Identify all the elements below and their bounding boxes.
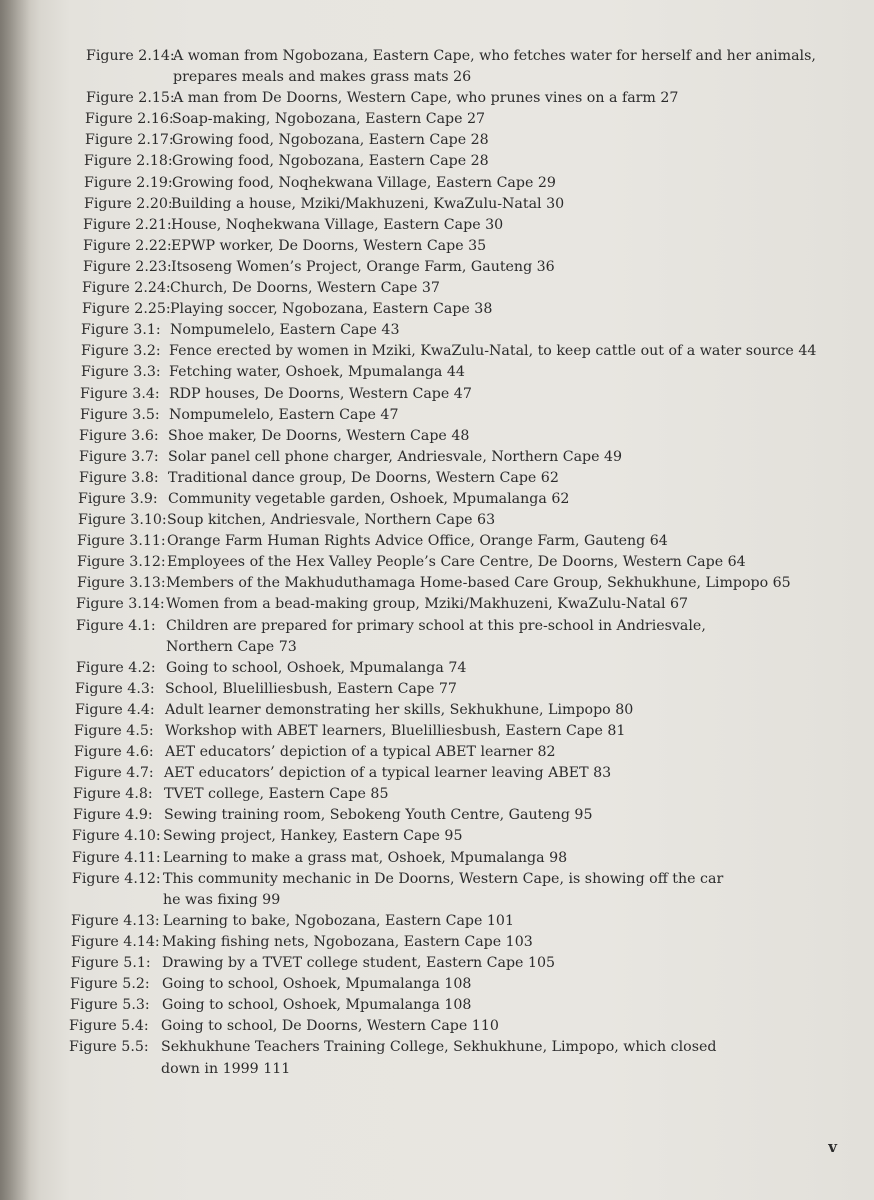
figure-caption	[169, 405, 874, 426]
caption-line: Sewing project, Hankey, Eastern Cape 95	[163, 828, 463, 845]
figure-caption	[164, 763, 874, 784]
caption-line: School, Bluelilliesbush, Eastern Cape 77	[165, 680, 457, 697]
figure-label: Figure 3.4:	[80, 385, 160, 402]
figure-caption	[167, 510, 874, 531]
figure-caption	[161, 1016, 874, 1037]
list-item	[0, 88, 874, 109]
list-item	[0, 763, 874, 784]
figure-caption	[168, 426, 874, 447]
figure-label: Figure 2.25:	[82, 301, 171, 318]
caption-line: Learning to bake, Ngobozana, Eastern Cape 101	[163, 912, 514, 929]
list-item	[0, 742, 874, 763]
list-item	[0, 489, 874, 510]
caption-line: Sekhukhune Teachers Training College, Sekhukhune, Limpopo, which closed	[161, 1039, 717, 1056]
list-item	[0, 531, 874, 552]
list-item	[0, 215, 874, 236]
caption-line: Women from a bead-making group, Mziki/Makhuzeni, KwaZulu-Natal 67	[166, 596, 689, 613]
caption-line: Growing food, Ngobozana, Eastern Cape 28	[172, 153, 489, 170]
figure-caption	[171, 236, 874, 257]
caption-line: AET educators’ depiction of a typical learner leaving ABET 83	[164, 765, 612, 782]
figure-caption	[168, 447, 874, 468]
caption-line: This community mechanic in De Doorns, Western Cape, is showing off the car	[163, 870, 724, 887]
figure-label: Figure 4.11:	[72, 849, 161, 866]
caption-line: Building a house, Mziki/Makhuzeni, KwaZulu-Natal 30	[171, 195, 565, 212]
figure-label: Figure 4.5:	[74, 723, 154, 739]
list-item	[0, 784, 874, 805]
caption-line: Nompumelelo, Eastern Cape 47	[169, 406, 399, 423]
figure-label: Figure 4.7:	[74, 765, 154, 782]
list-item	[0, 552, 874, 573]
figure-label: Figure 5.5:	[69, 1039, 149, 1056]
figure-label: Figure 2.21:	[83, 216, 172, 233]
caption-line: Fence erected by women in Mziki, KwaZulu-Natal, to keep cattle out of a water source 44	[169, 343, 817, 360]
list-item	[0, 869, 874, 911]
figure-caption	[169, 384, 874, 405]
figure-label: Figure 2.22:	[83, 237, 172, 254]
figure-caption	[163, 869, 874, 911]
caption-line: Traditional dance group, De Doorns, Western Cape 62	[168, 469, 559, 486]
list-item	[0, 405, 874, 426]
figure-caption	[170, 320, 874, 341]
list-item	[0, 573, 874, 594]
caption-line: Growing food, Ngobozana, Eastern Cape 28	[172, 132, 489, 149]
caption-line: Community vegetable garden, Oshoek, Mpumalanga 62	[168, 490, 570, 507]
list-item	[0, 510, 874, 531]
figure-label: Figure 3.10:	[78, 512, 167, 529]
list-item	[0, 805, 874, 826]
figure-caption	[171, 215, 874, 236]
figure-caption	[164, 805, 874, 826]
figure-label: Figure 2.17:	[85, 132, 174, 149]
caption-line: Growing food, Noqhekwana Village, Eastern Cape 29	[172, 174, 556, 191]
list-item	[0, 173, 874, 194]
caption-line: Fetching water, Oshoek, Mpumalanga 44	[169, 364, 465, 381]
figure-caption	[169, 362, 874, 383]
figure-label: Figure 2.19:	[84, 174, 173, 191]
list-item	[0, 447, 874, 468]
list-item	[0, 826, 874, 847]
caption-line: AET educators’ depiction of a typical ABET learner 82	[165, 744, 556, 761]
figure-label: Figure 5.3:	[70, 997, 150, 1014]
figure-label: Figure 3.2:	[81, 343, 161, 360]
list-item	[0, 384, 874, 405]
figure-label: Figure 4.4:	[75, 701, 155, 718]
figure-label: Figure 4.12:	[72, 870, 161, 887]
list-item	[0, 299, 874, 320]
figure-label: Figure 3.3:	[81, 364, 161, 381]
caption-line: Church, De Doorns, Western Cape 37	[170, 280, 440, 297]
figure-caption	[165, 742, 874, 763]
caption-line: Northern Cape 73	[166, 638, 297, 655]
caption-line: down in 1999 111	[161, 1060, 291, 1077]
caption-line: Itsoseng Women’s Project, Orange Farm, Gauteng 36	[171, 258, 555, 275]
figure-label: Figure 3.9:	[78, 490, 158, 507]
caption-line: A man from De Doorns, Western Cape, who prunes vines on a farm 27	[173, 90, 679, 107]
caption-line: Members of the Makhuduthamaga Home-based Care Group, Sekhukhune, Limpopo 65	[166, 575, 791, 592]
figure-caption	[167, 552, 874, 573]
figure-caption	[172, 173, 874, 194]
figure-caption	[172, 109, 874, 130]
list-item	[0, 911, 874, 932]
list-item	[0, 721, 874, 742]
figure-caption	[170, 278, 874, 299]
figure-label: Figure 3.6:	[79, 427, 159, 444]
list-item	[0, 1016, 874, 1037]
list-item	[0, 594, 874, 615]
caption-line: House, Noqhekwana Village, Eastern Cape 30	[171, 216, 504, 233]
figure-caption	[166, 594, 874, 615]
list-item	[0, 362, 874, 383]
caption-line: Going to school, Oshoek, Mpumalanga 108	[162, 976, 472, 993]
caption-line: Soup kitchen, Andriesvale, Northern Cape 63	[167, 512, 496, 529]
caption-line: Employees of the Hex Valley People’s Care Centre, De Doorns, Western Cape 64	[167, 554, 746, 571]
caption-line: Workshop with ABET learners, Bluelilliesbush, Eastern Cape 81	[165, 723, 626, 739]
figure-label: Figure 3.14:	[76, 596, 165, 613]
caption-line: Going to school, Oshoek, Mpumalanga 108	[162, 997, 472, 1014]
list-item	[0, 658, 874, 679]
figure-label: Figure 3.5:	[80, 406, 160, 423]
figure-caption	[162, 974, 874, 995]
figure-label: Figure 4.10:	[72, 828, 161, 845]
figure-label: Figure 3.13:	[77, 575, 166, 592]
list-item	[0, 151, 874, 172]
list-item	[0, 848, 874, 869]
list-item	[0, 953, 874, 974]
figure-label: Figure 3.8:	[79, 469, 159, 486]
list-item	[0, 995, 874, 1016]
figure-caption	[165, 700, 874, 721]
figure-caption	[163, 911, 874, 932]
caption-line: Going to school, De Doorns, Western Cape 110	[161, 1018, 499, 1035]
list-item	[0, 679, 874, 700]
figure-label: Figure 4.1:	[76, 617, 156, 634]
caption-line: RDP houses, De Doorns, Western Cape 47	[169, 385, 472, 402]
caption-line: he was fixing 99	[163, 891, 281, 908]
figure-caption	[170, 299, 874, 320]
figure-caption	[169, 341, 874, 362]
figure-label: Figure 4.2:	[76, 659, 156, 676]
caption-line: Making fishing nets, Ngobozana, Eastern Cape 103	[162, 933, 533, 950]
caption-line: Playing soccer, Ngobozana, Eastern Cape 38	[170, 301, 493, 318]
figure-caption	[162, 953, 874, 974]
page-number: v	[828, 1138, 837, 1156]
figure-caption	[172, 130, 874, 151]
figure-caption	[173, 46, 874, 88]
caption-line: Shoe maker, De Doorns, Western Cape 48	[168, 427, 470, 444]
list-item	[0, 130, 874, 151]
figure-label: Figure 2.24:	[82, 280, 171, 297]
figure-caption	[162, 995, 874, 1016]
figure-label: Figure 3.12:	[77, 554, 166, 571]
list-item	[0, 46, 874, 88]
list-of-figures	[0, 46, 874, 1080]
figure-label: Figure 3.11:	[77, 533, 166, 550]
list-item	[0, 426, 874, 447]
figure-caption	[161, 1037, 874, 1079]
figure-caption	[173, 88, 874, 109]
caption-line: Soap-making, Ngobozana, Eastern Cape 27	[172, 111, 486, 128]
list-item	[0, 320, 874, 341]
list-item	[0, 974, 874, 995]
figure-label: Figure 5.1:	[71, 955, 151, 972]
caption-line: Solar panel cell phone charger, Andriesvale, Northern Cape 49	[168, 448, 623, 465]
list-item	[0, 932, 874, 953]
caption-line: Going to school, Oshoek, Mpumalanga 74	[166, 659, 467, 676]
figure-label: Figure 2.14:	[86, 48, 175, 64]
list-item	[0, 468, 874, 489]
figure-caption	[167, 531, 874, 552]
figure-caption	[166, 616, 874, 658]
list-item	[0, 341, 874, 362]
list-item	[0, 109, 874, 130]
figure-caption	[163, 826, 874, 847]
figure-label: Figure 2.16:	[85, 111, 174, 128]
figure-caption	[164, 784, 874, 805]
figure-label: Figure 2.20:	[84, 195, 173, 212]
caption-line: Children are prepared for primary school at this pre-school in Andriesvale,	[166, 617, 706, 634]
figure-caption	[171, 257, 874, 278]
figure-label: Figure 4.8:	[73, 786, 153, 803]
figure-caption	[162, 932, 874, 953]
figure-label: Figure 4.9:	[73, 807, 153, 824]
figure-caption	[172, 151, 874, 172]
caption-line: TVET college, Eastern Cape 85	[164, 786, 389, 803]
figure-label: Figure 3.1:	[81, 322, 161, 339]
figure-label: Figure 2.23:	[83, 258, 172, 275]
caption-line: EPWP worker, De Doorns, Western Cape 35	[171, 237, 487, 254]
figure-caption	[166, 658, 874, 679]
list-item	[0, 616, 874, 658]
list-item	[0, 236, 874, 257]
caption-line: Orange Farm Human Rights Advice Office, Orange Farm, Gauteng 64	[167, 533, 668, 550]
figure-caption	[171, 194, 874, 215]
figure-label: Figure 5.2:	[70, 976, 150, 993]
figure-label: Figure 2.15:	[86, 90, 175, 107]
figure-label: Figure 3.7:	[79, 448, 159, 465]
caption-line: prepares meals and makes grass mats 26	[173, 69, 472, 86]
caption-line: Adult learner demonstrating her skills, Sekhukhune, Limpopo 80	[165, 701, 634, 718]
figure-caption	[163, 848, 874, 869]
caption-line: Learning to make a grass mat, Oshoek, Mpumalanga 98	[163, 849, 568, 866]
list-item	[0, 700, 874, 721]
list-item	[0, 1037, 874, 1079]
figure-caption	[168, 468, 874, 489]
figure-caption	[165, 679, 874, 700]
figure-label: Figure 2.18:	[84, 153, 173, 170]
figure-label: Figure 4.14:	[71, 933, 160, 950]
caption-line: Sewing training room, Sebokeng Youth Centre, Gauteng 95	[164, 807, 593, 824]
figure-label: Figure 4.3:	[75, 680, 155, 697]
figure-caption	[168, 489, 874, 510]
list-item	[0, 278, 874, 299]
figure-label: Figure 4.13:	[71, 912, 160, 929]
caption-line: Drawing by a TVET college student, Eastern Cape 105	[162, 955, 556, 972]
list-item	[0, 257, 874, 278]
figure-label: Figure 4.6:	[74, 744, 154, 761]
figure-label: Figure 5.4:	[69, 1018, 149, 1035]
caption-line: Nompumelelo, Eastern Cape 43	[170, 322, 400, 339]
list-item	[0, 194, 874, 215]
figure-caption	[166, 573, 874, 594]
caption-line: A woman from Ngobozana, Eastern Cape, who fetches water for herself and her animals,	[173, 48, 816, 64]
figure-caption	[165, 721, 874, 742]
